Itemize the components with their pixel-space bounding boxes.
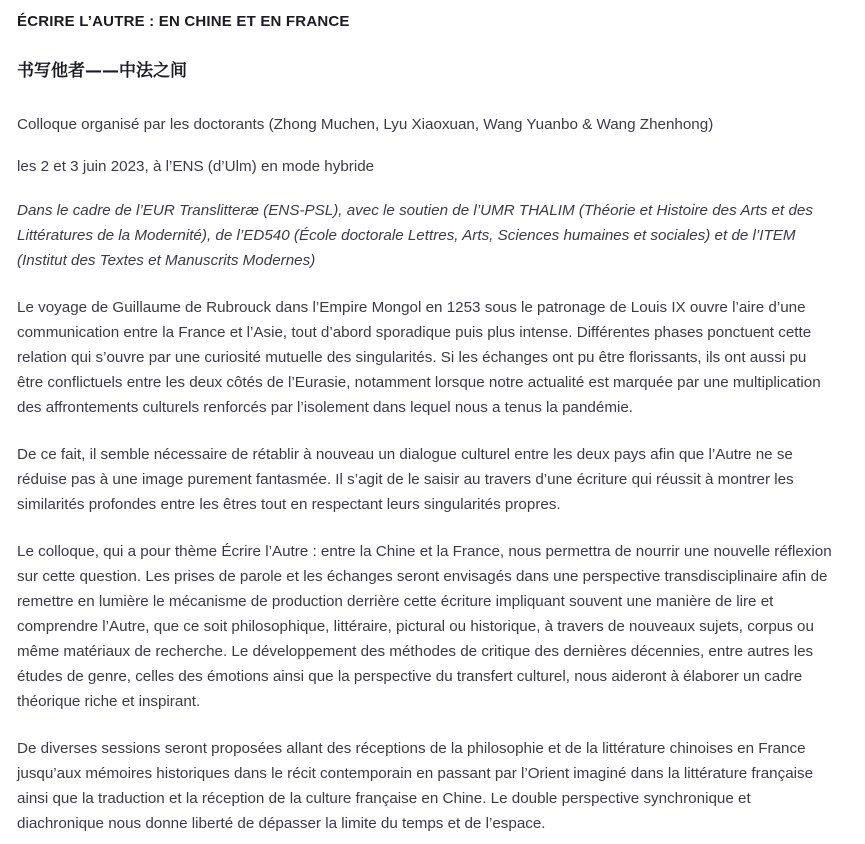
funding-credits-paragraph: Dans le cadre de l’EUR Translitteræ (ENS-PSL), avec le soutien de l’UMR THALIM (Théorie et Histoire des Arts et des Littératures de la Modernité), de l’ED540 (École doctorale Lettres, Arts, Sciences humaines et sociales) et de l’ITEM (Institut des Textes et Manuscrits Modernes) bbox=[17, 202, 813, 269]
page-title-chinese: 书写他者——中法之间 bbox=[17, 61, 187, 81]
body-paragraph-2: De ce fait, il semble nécessaire de rétablir à nouveau un dialogue culturel entre les deux pays afin que l’Autre ne se réduise pas à une image purement fantasmée. Il s’agit de le saisir au travers d’une écriture qui réussit à montrer les similarités profondes entre les êtres tout en respectant leurs singularités propres. bbox=[17, 446, 794, 513]
page-title-french: ÉCRIRE L’AUTRE : EN CHINE ET EN FRANCE bbox=[17, 13, 350, 30]
organisers-line: Colloque organisé par les doctorants (Zhong Muchen, Lyu Xiaoxuan, Wang Yuanbo & Wang Zhenhong) bbox=[17, 116, 714, 133]
body-paragraph-1: Le voyage de Guillaume de Rubrouck dans l’Empire Mongol en 1253 sous le patronage de Louis IX ouvre l’aire d’une communication entre la France et l’Asie, tout d’abord sporadique puis plus intense. Différentes phases ponctuent cette relation qui s’ouvre par une curiosité mutuelle des singularités. Si les échanges ont pu être florissants, ils ont aussi pu être conflictuels entre les deux côtés de l’Eurasie, notamment lorsque notre actualité est marquée par une multiplication des affrontements culturels renforcés par l’isolement dans lequel nous a tenus la pandémie. bbox=[17, 299, 821, 416]
body-paragraph-3: Le colloque, qui a pour thème Écrire l’Autre : entre la Chine et la France, nous permettra de nourrir une nouvelle réflexion sur cette question. Les prises de parole et les échanges seront envisagés dans une perspective transdisciplinaire afin de remettre en lumière le mécanisme de production derrière cette écriture impliquant souvent une manière de lire et comprendre l’Autre, que ce soit philosophique, littéraire, pictural ou historique, à travers de nouveaux sujets, corpus ou même matériaux de recherche. Le développement des méthodes de critique des dernières décennies, entre autres les études de genre, celles des émotions ainsi que la perspective du transfert culturel, nous aideront à élaborer un cadre théorique riche et inspirant. bbox=[17, 543, 832, 710]
dates-location-line: les 2 et 3 juin 2023, à l’ENS (d’Ulm) en mode hybride bbox=[17, 158, 375, 175]
body-paragraph-4: De diverses sessions seront proposées allant des réceptions de la philosophie et de la littérature chinoises en France jusqu’aux mémoires historiques dans le récit contemporain en passant par l’Orient imaginé dans la littérature française ainsi que la traduction et la réception de la culture française en Chine. Le double perspective synchronique et diachronique nous donne liberté de dépasser la limite du temps et de l’espace. bbox=[17, 740, 814, 832]
